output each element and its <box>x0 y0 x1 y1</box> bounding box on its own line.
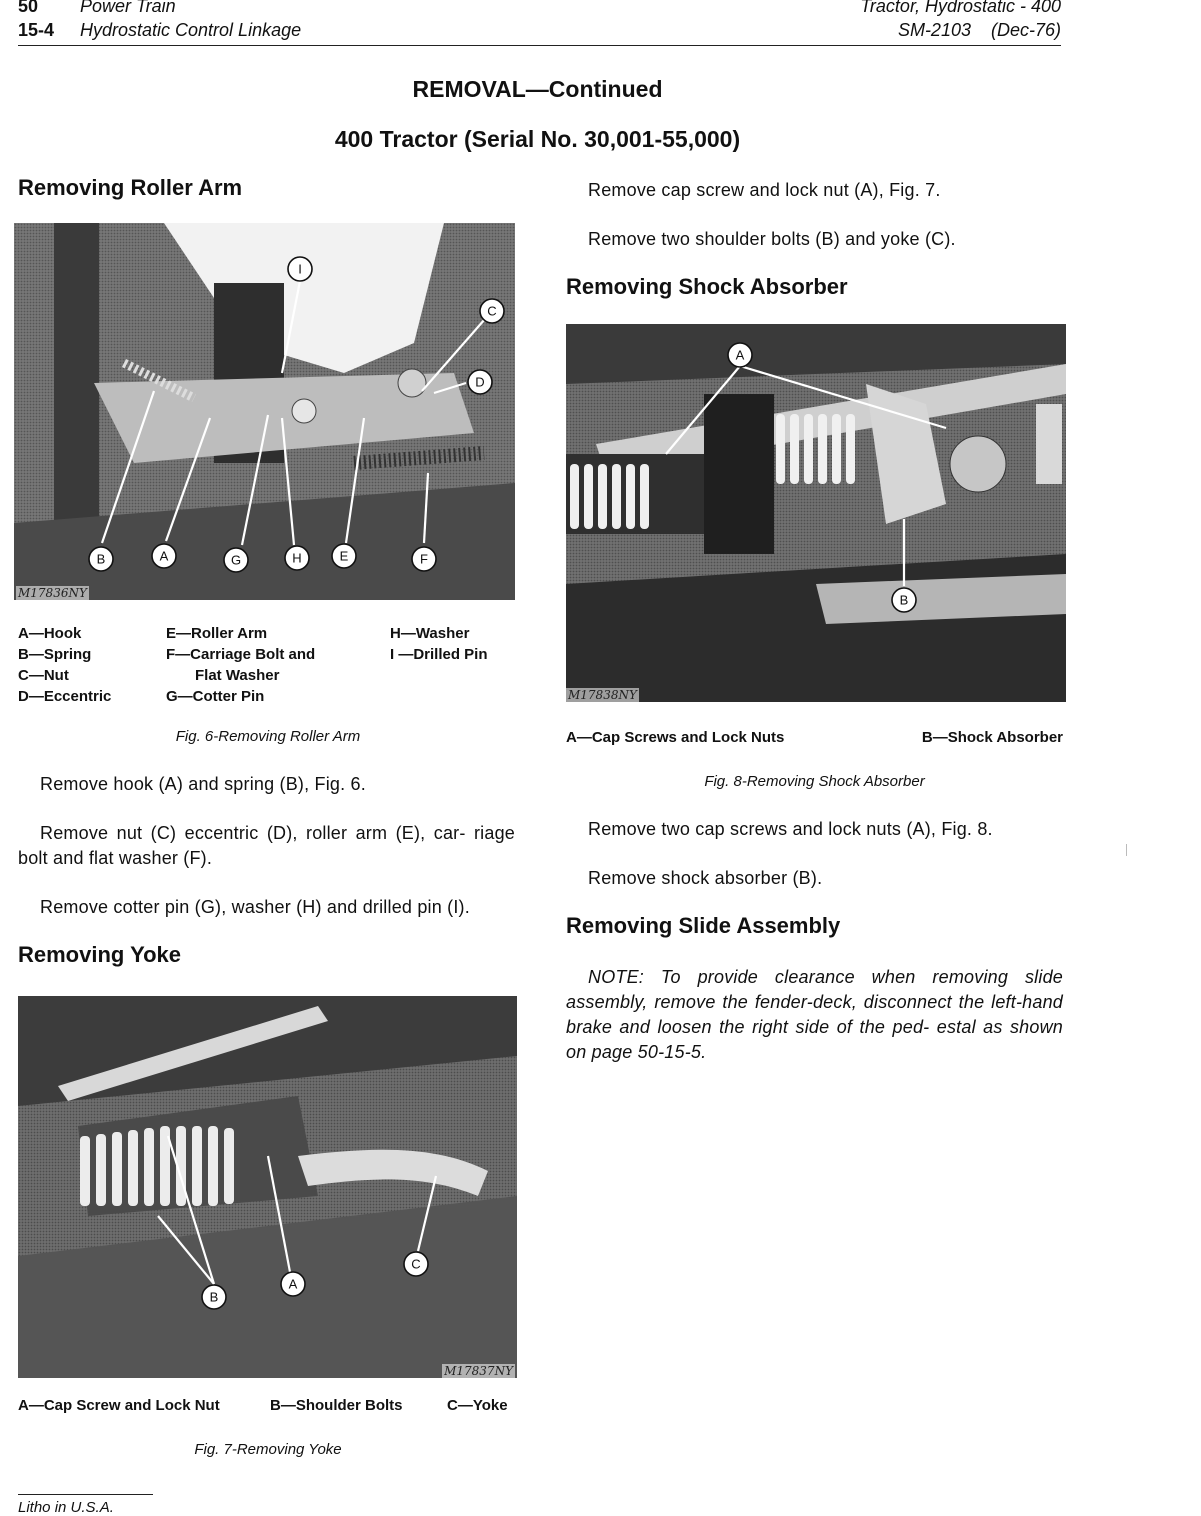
fig6-callout-a: A <box>159 548 169 564</box>
fig6-callout-i: I <box>298 261 302 277</box>
paragraph: Remove cotter pin (G), washer (H) and drilled pin (I). <box>40 897 470 917</box>
running-header-left <box>18 0 301 42</box>
legend-item: A—Cap Screws and Lock Nuts <box>566 729 785 746</box>
legend-item: A—Cap Screw and Lock Nut <box>18 1397 220 1414</box>
legend-item: I —Drilled Pin <box>390 646 488 663</box>
legend-item: D—Eccentric <box>18 688 112 705</box>
fig8-callout-b: B <box>899 592 909 608</box>
figure-6-caption: Fig. 6-Removing Roller Arm <box>175 728 361 745</box>
scan-speck <box>1126 844 1127 856</box>
manual-number: SM-2103 (Dec-76) <box>897 20 1061 40</box>
figure-8-legend <box>566 727 1063 749</box>
group-title: Hydrostatic Control Linkage <box>80 20 302 40</box>
fig6-callout-e: E <box>339 548 349 564</box>
heading-removing-yoke: Removing Yoke <box>18 942 182 967</box>
fig6-callout-f: F <box>420 551 428 567</box>
legend-item: C—Nut <box>18 667 69 684</box>
fig7-callout-c: C <box>411 1256 421 1272</box>
footer-text: Litho in U.S.A. <box>18 1499 114 1516</box>
fig8-photo-id: M17838NY <box>568 688 637 702</box>
figure-6-legend <box>18 623 518 711</box>
figure-7-legend <box>18 1395 518 1417</box>
page-title: REMOVAL—Continued <box>412 76 663 102</box>
figure-6-photo <box>14 223 515 600</box>
fig8-callout-a: A <box>735 347 745 363</box>
fig6-callout-c: C <box>487 303 497 319</box>
paragraph: Remove two cap screws and lock nuts (A), Fig. 8. <box>588 819 993 839</box>
legend-item: A—Hook <box>18 625 82 642</box>
fig6-callout-b: B <box>96 551 106 567</box>
section-title: Power Train <box>80 0 176 16</box>
heading-removing-roller-arm: Removing Roller Arm <box>18 175 243 200</box>
fig6-callout-g: G <box>230 552 242 568</box>
fig7-callout-a: A <box>288 1276 298 1292</box>
legend-item: B—Shock Absorber <box>921 729 1063 746</box>
footer-rule <box>18 1494 153 1495</box>
heading-removing-shock-absorber: Removing Shock Absorber <box>566 274 848 299</box>
page-subtitle: 400 Tractor (Serial No. 30,001-55,000) <box>334 126 741 152</box>
fig7-photo-id: M17837NY <box>444 1364 513 1378</box>
legend-item: F—Carriage Bolt and <box>166 646 316 663</box>
note-paragraph: NOTE: To provide clearance when removing slide assembly, remove the fender-deck, disconnect the left-hand brake and loosen the right side of the ped- estal as shown on page 50-15-5. <box>566 967 1063 1062</box>
fig7-callout-b: B <box>209 1289 219 1305</box>
legend-item: B—Shoulder Bolts <box>270 1397 403 1414</box>
group-number: 15-4 <box>18 20 55 40</box>
section-number: 50 <box>18 0 39 16</box>
legend-item: G—Cotter Pin <box>166 688 265 705</box>
figure-8-photo <box>566 324 1066 702</box>
manual-title: Tractor, Hydrostatic - 400 <box>860 0 1061 16</box>
figure-8-caption: Fig. 8-Removing Shock Absorber <box>704 773 925 790</box>
fig6-photo-id: M17836NY <box>18 586 87 600</box>
figure-7-photo <box>18 996 517 1378</box>
heading-removing-slide-assembly: Removing Slide Assembly <box>566 913 841 938</box>
legend-item: H—Washer <box>390 625 470 642</box>
header-rule <box>18 45 1061 46</box>
legend-item: C—Yoke <box>447 1397 508 1414</box>
fig6-callout-h: H <box>292 550 302 566</box>
paragraph: Remove cap screw and lock nut (A), Fig. 7. <box>588 180 941 200</box>
paragraph: Remove shock absorber (B). <box>588 868 823 888</box>
figure-7-caption: Fig. 7-Removing Yoke <box>194 1441 342 1458</box>
legend-item: E—Roller Arm <box>166 625 268 642</box>
legend-item: B—Spring <box>18 646 92 663</box>
legend-item-continuation: Flat Washer <box>195 667 280 684</box>
running-header-right <box>860 0 1061 42</box>
paragraph: Remove two shoulder bolts (B) and yoke (C). <box>588 229 956 249</box>
paragraph: Remove nut (C) eccentric (D), roller arm (E), car- riage bolt and flat washer (F). <box>18 823 515 868</box>
paragraph: Remove hook (A) and spring (B), Fig. 6. <box>40 774 366 794</box>
fig6-callout-d: D <box>475 374 485 390</box>
